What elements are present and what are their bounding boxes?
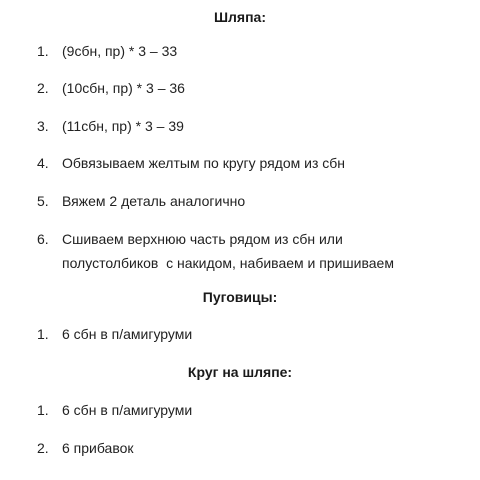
step-number: 3.: [37, 118, 49, 134]
step-text: (11сбн, пр) * 3 – 39: [62, 118, 184, 134]
hat-circle-heading: Круг на шляпе:: [187, 364, 293, 380]
step-text-line-2: полустолбиков с накидом, набиваем и пришиваем: [62, 255, 394, 271]
step-number: 1.: [37, 43, 49, 59]
step-number: 1.: [37, 402, 49, 418]
step-text: 6 прибавок: [62, 440, 134, 456]
hat-heading: Шляпа:: [213, 9, 267, 25]
step-text: Обвязываем желтым по кругу рядом из сбн: [62, 155, 346, 171]
step-text: 6 сбн в п/амигуруми: [62, 402, 193, 418]
step-text: 6 сбн в п/амигуруми: [62, 326, 193, 342]
step-text: (9сбн, пр) * 3 – 33: [62, 43, 178, 59]
step-number: 1.: [37, 326, 49, 342]
step-text: Вяжем 2 деталь аналогично: [62, 193, 246, 209]
step-text: (10сбн, пр) * 3 – 36: [62, 80, 185, 96]
buttons-heading: Пуговицы:: [202, 289, 278, 305]
step-number: 2.: [37, 440, 49, 456]
step-number: 4.: [37, 155, 49, 171]
step-number: 5.: [37, 193, 49, 209]
step-number: 2.: [37, 80, 49, 96]
step-number: 6.: [37, 231, 49, 247]
step-text-line-1: Сшиваем верхнюю часть рядом из сбн или: [62, 231, 343, 247]
